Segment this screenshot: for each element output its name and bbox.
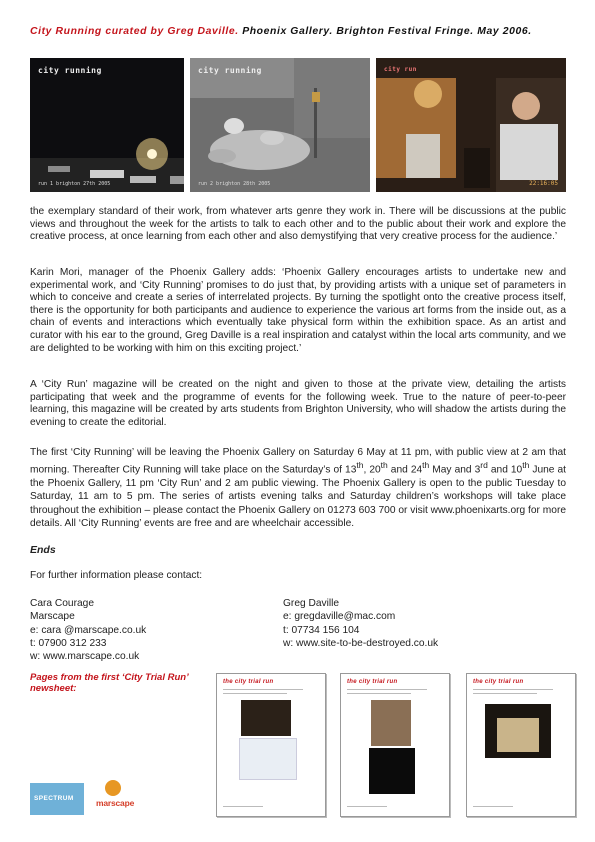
marscape-logo [96,780,136,818]
contact-email[interactable]: e: gregdaville@mac.com [283,611,396,623]
newsheet-thumbnail-3 [466,673,576,817]
photo-footer: run 2 brighton 28th 2005 [198,181,271,187]
contact-web[interactable]: w: www.site-to-be-destroyed.co.uk [283,637,439,649]
thumbnail-rule [347,806,387,807]
photo-title: city running [38,66,102,75]
thumbnail-title: the city trial run [473,679,524,685]
ordinal-suffix: th [522,460,530,471]
paragraph-text-part: June at the Phoenix Gallery, 11 pm ‘City Run’ and 2 am public viewing. The Phoenix Gallery is open to the public Tuesday to Saturday, 11 am to 5 pm. The series of artists evening talks and Saturday children’s workshops will take place throughout the exhibition – please contact the Phoenix Gallery on 01273 603 700 or visit www.phoenixarts.org for more details. All ‘City Running’ events are free and are wheelchair accessible. [30,464,566,529]
paragraph-text-part: The first ‘City Running’ will be leaving the Phoenix Gallery on Saturday 6 May at 11 pm, with public view at 2 am that morning. Thereafter City Running will take place on the Saturday’s of 13 [30,447,566,476]
night-street-image [30,58,184,192]
paragraph-text [30,446,566,530]
newsheet-thumbnail-2 [340,673,450,817]
header-curator: City Running curated by Greg Daville. [30,26,239,37]
paragraph-4 [30,446,566,530]
ordinal-suffix: th [356,460,364,471]
paragraph-text: A ‘City Run’ magazine will be created on the night and given to those at the private view, detailing the artists participating that week and the programme of events for the following week. True to the nature of peer-to-peer learning, this magazine will be created by arts students from Brighton University, who will shadow the artists during the evening to create the editorial. [30,379,566,428]
thumbnail-rule [347,689,427,690]
thumbnail-rule [223,693,287,694]
newsheet-thumbnail-1 [216,673,326,817]
ordinal-suffix: th [380,460,388,471]
contact-phone: t: 07734 156 104 [283,624,360,636]
contact-email[interactable]: e: cara @marscape.co.uk [30,624,147,636]
thumbnail-title: the city trial run [347,679,398,685]
paragraph-text: Karin Mori, manager of the Phoenix Gallery adds: ‘Phoenix Gallery encourages artists to undertake new and experimental work, and ‘City Running’ promises to do just that, by providing artists with a unique set of parameters in which to conceive and create a series of interrelated projects. By turning the spotlight onto the creative process itself, there is the opportunity for both participants and audience to experience the various art forms from the inside out, as a chain of events and interactions which eventually take physical form within the exhibition space. As an artist and curator with his ear to the ground, Greg Daville is a real inspiration and catalyst within the local arts community, and we are delighted to be working with him on this exciting project.’ [30,267,566,354]
paragraph-text: the exemplary standard of their work, from whatever arts genre they work in. There will be discussions at the public views and throughout the week for the artists to talk to each other and to the public about their work and explore the creative process, at once learning from each other and also demystifying that very creative process for the audience.’ [30,206,566,243]
ordinal-suffix: rd [480,460,488,471]
contact-org: Marscape [30,611,75,623]
marscape-logo-text: marscape [96,798,135,808]
contact-name: Greg Daville [283,598,340,609]
paragraph-text-part: and 10 [487,464,523,476]
photo-footer: run 1 brighton 27th 2005 [38,181,111,187]
page-header [30,26,570,37]
photo-gallery-interior [376,58,566,192]
thumbnail-notes [239,738,297,780]
pages-caption: Pages from the first ‘City Trial Run’ newsheet: [30,672,189,694]
thumbnail-rule [347,693,411,694]
photo-title: city run [384,66,417,73]
thumbnail-photo [241,700,291,736]
photo-night-street [30,58,184,192]
thumbnail-rule [473,693,537,694]
thumbnail-rule [223,806,263,807]
photo-title: city running [198,66,262,75]
paragraph-text-part: and 24 [387,464,423,476]
thumbnail-building [497,718,539,752]
thumbnail-photo [371,700,411,746]
thumbnail-rule [473,689,553,690]
contact-name: Cara Courage [30,598,94,609]
contact-web[interactable]: w: www.marscape.co.uk [30,651,140,663]
spectrum-logo [30,783,84,815]
header-venue: Phoenix Gallery. Brighton Festival Fringe. May 2006. [242,26,532,37]
thumbnail-rule [473,806,513,807]
thumbnail-rule [223,689,303,690]
paragraph-text-part: , 20 [363,464,381,476]
paragraph-2 [30,267,566,355]
photo-timestamp: 22:16:05 [529,180,558,187]
paragraph-3 [30,379,566,429]
thumbnail-photo [485,704,551,758]
spectrum-logo-text: SPECTRUM [34,795,74,802]
ordinal-suffix: th [422,460,430,471]
thumbnail-title: the city trial run [223,679,274,685]
photo-rubble [190,58,370,192]
paragraph-1 [30,206,566,244]
rubble-image [190,58,370,192]
contact-cara [30,597,146,663]
contact-intro: For further information please contact: [30,570,203,581]
contact-greg [283,597,438,650]
paragraph-text-part: May and 3 [429,464,481,476]
gallery-interior-image [376,58,566,192]
contact-phone: t: 07900 312 233 [30,637,107,649]
thumbnail-photo [369,748,415,794]
marscape-logo-mark [105,780,121,796]
ends-label: Ends [30,544,56,556]
